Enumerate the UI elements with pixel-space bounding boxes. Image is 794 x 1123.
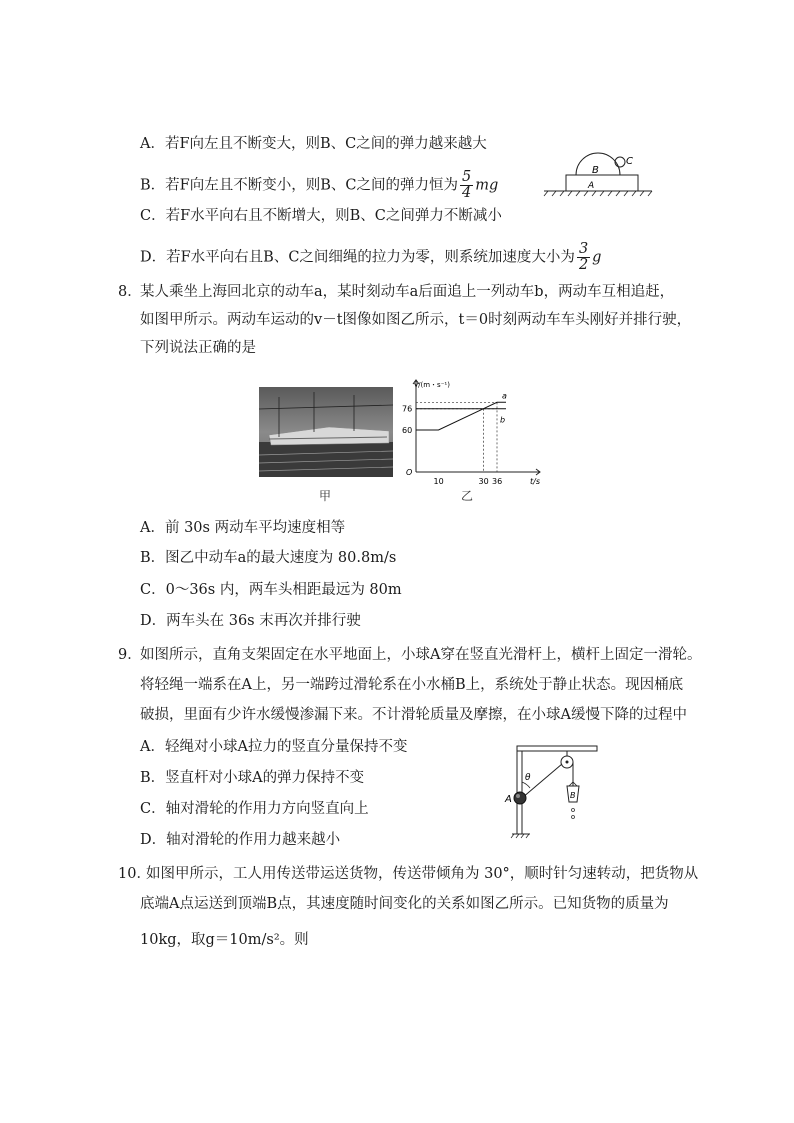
series-line-a: [416, 402, 506, 430]
q8-number: 8．: [118, 284, 142, 300]
q7-fig-label-b: B: [592, 165, 599, 176]
q7-option-b-text: B．若F向左且不断变小，则B、C之间的弹力恒为: [140, 177, 458, 194]
q8-stem-line2: 如图甲所示。两动车运动的v－t图像如图乙所示，t＝0时刻两动车车头刚好并排行驶，: [140, 312, 692, 328]
q9-stem-line3: 破损，里面有少许水缓慢渗漏下来。不计滑轮质量及摩擦，在小球A缓慢下降的过程中: [140, 707, 687, 723]
q7-option-b[interactable]: [140, 170, 498, 201]
q9-stem-line1: 如图所示，直角支架固定在水平地面上，小球A穿在竖直光滑杆上，横杆上固定一滑轮。: [140, 647, 702, 663]
vt-chart: [398, 374, 546, 496]
x-tick-30: 30: [478, 477, 489, 486]
q9-number: 9．: [118, 647, 142, 663]
q7-option-b-unit: mg: [475, 177, 499, 194]
q9-stem-line2: 将轻绳一端系在A上，另一端跨过滑轮系在小水桶B上，系统处于静止状态。现因桶底: [140, 677, 684, 693]
q7-block-figure: [540, 148, 660, 200]
caption-jia: 甲: [319, 489, 332, 503]
q9-option-c[interactable]: C．轴对滑轮的作用力方向竖直向上: [140, 801, 369, 817]
q10-stem-line3: 10kg，取g＝10m/s²。则: [140, 932, 309, 948]
q7-option-d-fraction: $\frac{3}{2}$: [578, 241, 589, 273]
train-photo: [259, 387, 393, 477]
q10-number: 10．: [118, 866, 151, 882]
q8-stem-line1: 某人乘坐上海回北京的动车a，某时刻动车a后面追上一列动车b，两动车互相追赶，: [140, 284, 675, 300]
q9-fig-label-a: A: [505, 794, 512, 805]
q7-option-c[interactable]: C．若F水平向右且不断增大，则B、C之间弹力不断减小: [140, 208, 502, 224]
q7-option-d-text: D．若F水平向右且B、C之间细绳的拉力为零，则系统加速度大小为: [140, 249, 575, 266]
q8-option-d[interactable]: D．两车头在 36s 末再次并排行驶: [140, 613, 361, 629]
q7-option-b-fraction: $\frac{5}{4}$: [461, 169, 472, 201]
q7-fig-label-c: C: [626, 156, 633, 167]
q8-option-c[interactable]: C．0～36s 内，两车头相距最远为 80m: [140, 582, 402, 598]
q10-stem-line1: 如图甲所示，工人用传送带运送货物，传送带倾角为 30°，顺时针匀速转动，把货物从: [146, 866, 699, 882]
origin-label: O: [406, 468, 413, 477]
x-axis-label: t/s: [530, 477, 540, 486]
series-label-a: a: [502, 391, 507, 401]
q10-stem-line2: 底端A点运送到顶端B点，其速度随时间变化的关系如图乙所示。已知货物的质量为: [140, 896, 669, 912]
q9-fig-label-b: B: [570, 791, 576, 800]
q9-option-d[interactable]: D．轴对滑轮的作用力越来越小: [140, 832, 341, 848]
q9-fig-label-theta: θ: [525, 773, 531, 783]
q7-option-d-unit: g: [592, 249, 602, 266]
y-tick-76: 76: [402, 404, 413, 414]
y-axis-label: v/(m・s⁻¹): [414, 381, 450, 389]
q9-option-a[interactable]: A．轻绳对小球A拉力的竖直分量保持不变: [140, 739, 408, 755]
q7-option-d[interactable]: [140, 242, 601, 273]
q8-option-a[interactable]: A．前 30s 两动车平均速度相等: [140, 520, 346, 536]
q9-pulley-figure: [500, 742, 610, 852]
x-tick-36: 36: [492, 477, 503, 486]
y-tick-60: 60: [402, 426, 413, 435]
q8-option-b[interactable]: B．图乙中动车a的最大速度为 80.8m/s: [140, 550, 397, 566]
caption-yi: 乙: [461, 489, 474, 503]
q7-fig-label-a: A: [588, 181, 595, 191]
q7-option-a[interactable]: A．若F向左且不断变大，则B、C之间的弹力越来越大: [140, 136, 487, 152]
series-label-b: b: [500, 415, 506, 425]
q9-option-b[interactable]: B．竖直杆对小球A的弹力保持不变: [140, 770, 365, 786]
q8-stem-line3: 下列说法正确的是: [140, 340, 256, 356]
x-tick-10: 10: [433, 477, 444, 486]
